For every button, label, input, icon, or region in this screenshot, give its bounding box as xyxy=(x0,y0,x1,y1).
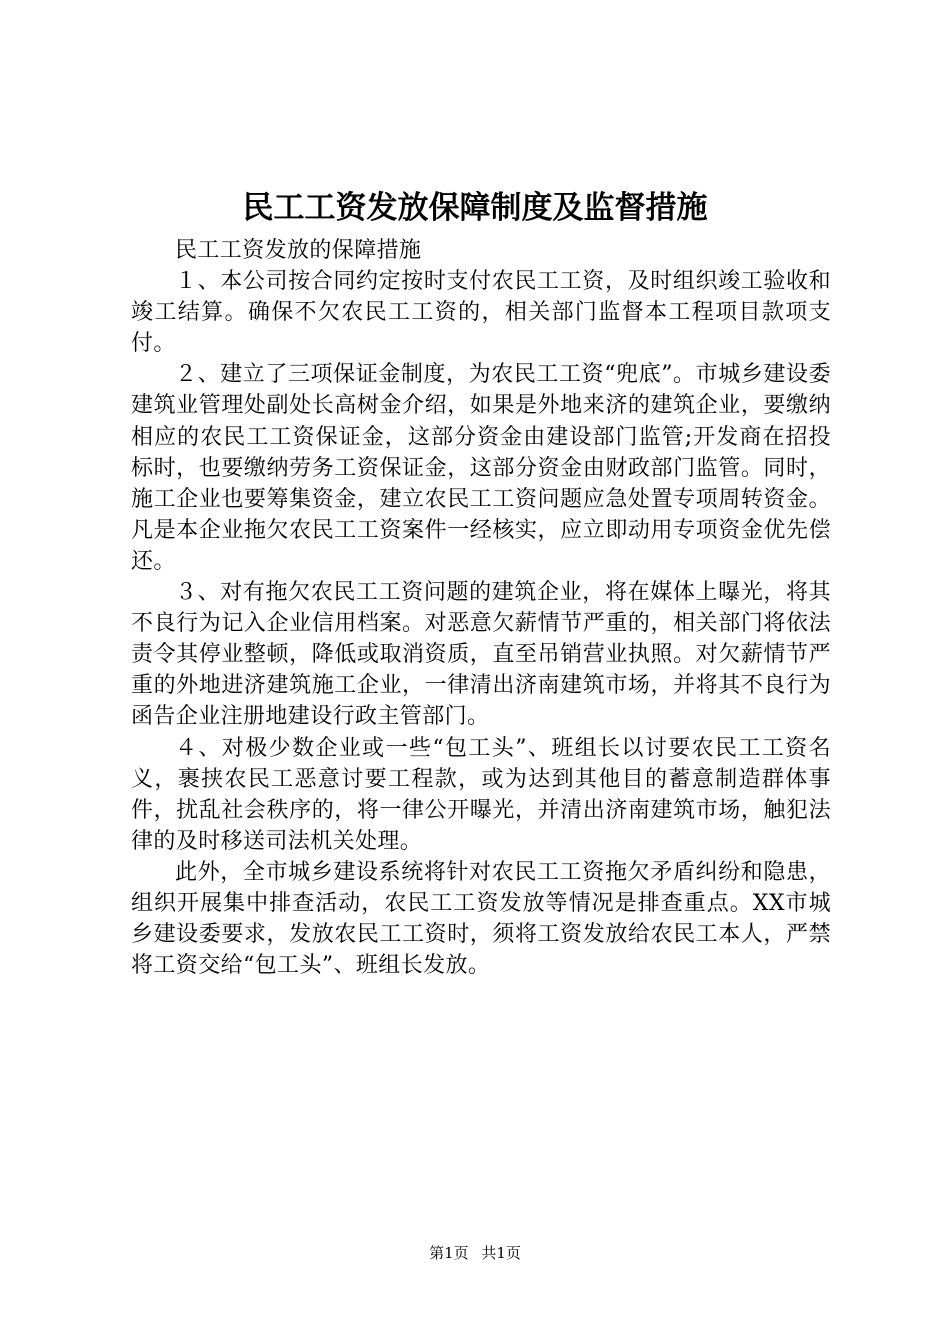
page-number: 第1页 xyxy=(429,1244,469,1262)
paragraph-item-3: ３、对有拖欠农民工工资问题的建筑企业，将在媒体上曝光，将其不良行为记入企业信用档案。对恶意欠薪情节严重的，相关部门将依法责令其停业整顿，降低或取消资质，直至吊销营业执照。对欠薪情节严重的外地进济建筑施工企业，一律清出济南建筑市场，并将其不良行为函告企业注册地建设行政主管部门。 xyxy=(131,580,831,730)
paragraph-item-2: ２、建立了三项保证金制度，为农民工工资“兜底”。市城乡建设委建筑业管理处副处长高树金介绍，如果是外地来济的建筑企业，要缴纳相应的农民工工资保证金，这部分资金由建设部门监管;开发商在招投标时，也要缴纳劳务工资保证金，这部分资金由财政部门监管。同时，施工企业也要筹集资金，建立农民工工资问题应急处置专项周转资金。凡是本企业拖欠农民工工资案件一经核实，应立即动用专项资金优先偿还。 xyxy=(131,362,831,574)
document-title: 民工工资发放保障制度及监督措施 xyxy=(242,190,708,226)
page-footer xyxy=(0,1243,950,1263)
paragraph-item-1: １、本公司按合同约定按时支付农民工工资，及时组织竣工验收和竣工结算。确保不欠农民工工资的，相关部门监督本工程项目款项支付。 xyxy=(131,269,831,357)
section-heading: 民工工资发放的保障措施 xyxy=(175,238,422,263)
page-total: 共1页 xyxy=(481,1244,521,1262)
paragraph-closing: 此外，全市城乡建设系统将针对农民工工资拖欠矛盾纠纷和隐患，组织开展集中排查活动，农民工工资发放等情况是排查重点。XX市城乡建设委要求，发放农民工工资时，须将工资发放给农民工本人，严禁将工资交给“包工头”、班组长发放。 xyxy=(131,859,831,979)
document-body xyxy=(131,235,831,981)
paragraph-item-4: ４、对极少数企业或一些“包工头”、班组长以讨要农民工工资名义，裹挟农民工恶意讨要工程款，或为达到其他目的蓄意制造群体事件，扰乱社会秩序的，将一律公开曝光，并清出济南建筑市场，触犯法律的及时移送司法机关处理。 xyxy=(131,735,831,854)
